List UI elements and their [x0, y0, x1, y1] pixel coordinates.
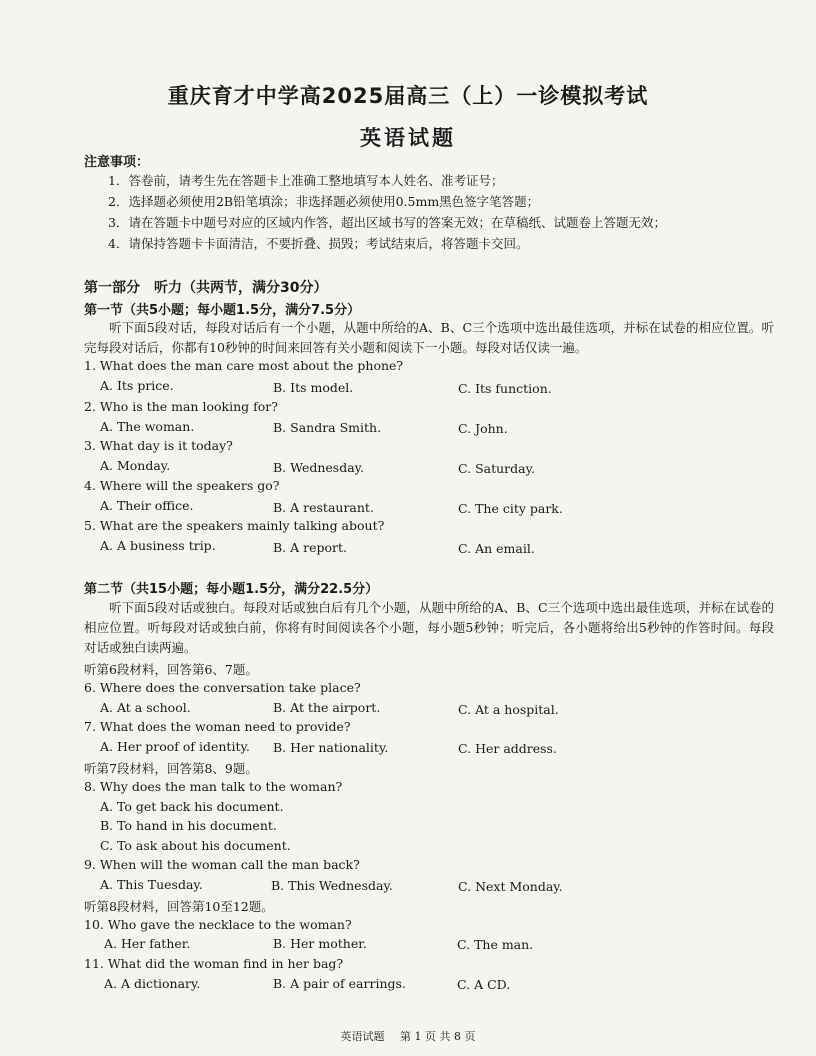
option-b: B. Wednesday. [273, 460, 365, 475]
question-stem: 5. What are the speakers mainly talking about? [84, 518, 385, 533]
question-stem: 6. Where does the conversation take place? [84, 680, 361, 695]
option-a: A. This Tuesday. [100, 877, 203, 892]
footer-subject: 英语试题 [340, 1030, 385, 1043]
option-c: C. An email. [458, 541, 535, 556]
option-c: C. John. [458, 421, 508, 436]
question-stem: 11. What did the woman find in her bag? [84, 956, 344, 971]
option-a: A. To get back his document. [100, 799, 284, 814]
exam-title: 重庆育才中学高2025届高三（上）一诊模拟考试 [167, 84, 649, 108]
option-b: B. Its model. [273, 380, 354, 395]
note-item: 4．请保持答题卡卡面清洁，不要折叠、损毁；考试结束后，将答题卡交回。 [108, 236, 529, 251]
option-c: C. The man. [457, 937, 534, 952]
option-b: B. A report. [273, 540, 348, 555]
notes-heading: 注意事项： [84, 155, 150, 170]
question-stem: 9. When will the woman call the man back? [84, 857, 360, 872]
option-c: C. Its function. [458, 381, 552, 396]
option-c: C. At a hospital. [458, 702, 559, 717]
option-a: A. Her father. [104, 936, 191, 951]
option-a: A. At a school. [100, 700, 191, 715]
note-item: 1．答卷前，请考生先在答题卡上准确工整地填写本人姓名、准考证号； [108, 173, 504, 188]
material-7-label: 听第7段材料，回答第8、9题。 [84, 761, 258, 776]
option-a: A. Her proof of identity. [100, 739, 250, 754]
section1-instructions: 听下面5段对话，每段对话后有一个小题，从题中所给的A、B、C三个选项中选出最佳选项，并标在试卷的相应位置。听完每段对话后，你都有10秒钟的时间来回答有关小题和阅读下一小题。每段对话仅读一遍。 [84, 320, 774, 355]
option-c: C. A CD. [457, 977, 511, 992]
option-b: B. Sandra Smith. [273, 420, 382, 435]
option-c: C. Next Monday. [458, 879, 563, 894]
option-a: A. Its price. [100, 378, 174, 393]
part1-heading: 第一部分 听力（共两节，满分30分） [84, 280, 328, 296]
option-a: A. Monday. [100, 458, 171, 473]
question-stem: 3. What day is it today? [84, 438, 233, 453]
option-b: B. Her nationality. [273, 740, 389, 755]
note-item: 3．请在答题卡中题号对应的区域内作答，超出区域书写的答案无效；在草稿纸、试题卷上答题无效； [108, 215, 666, 230]
exam-subtitle: 英语试题 [360, 126, 456, 150]
option-b: B. To hand in his document. [100, 818, 277, 833]
option-b: B. Her mother. [273, 936, 367, 951]
section2-instructions: 听下面5段对话或独白。每段对话或独白后有几个小题，从题中所给的A、B、C三个选项中选出最佳选项，并标在试卷的相应位置。听每段对话或独白前，你将有时间阅读各个小题，每小题5秒钟；听完后，各小题将给出5秒钟的作答时间。每段对话或独白读两遍。 [84, 600, 774, 655]
page-footer [0, 1028, 816, 1044]
note-item: 2．选择题必须使用2B铅笔填涂；非选择题必须使用0.5mm黑色签字笔答题； [108, 194, 540, 209]
option-c: C. Saturday. [458, 461, 535, 476]
notes-list [108, 170, 768, 254]
footer-page-number: 第 1 页 共 8 页 [400, 1030, 476, 1043]
option-c: C. The city park. [458, 501, 563, 516]
question-stem: 10. Who gave the necklace to the woman? [84, 917, 352, 932]
option-b: B. This Wednesday. [271, 878, 393, 893]
option-a: A. The woman. [100, 419, 195, 434]
question-stem: 7. What does the woman need to provide? [84, 719, 351, 734]
option-a: A. A dictionary. [104, 976, 201, 991]
material-8-label: 听第8段材料，回答第10至12题。 [84, 899, 274, 914]
option-a: A. Their office. [100, 498, 194, 513]
option-a: A. A business trip. [100, 538, 216, 553]
section2-heading: 第二节（共15小题；每小题1.5分，满分22.5分） [84, 582, 379, 597]
option-c: C. To ask about his document. [100, 838, 291, 853]
material-6-label: 听第6段材料，回答第6、7题。 [84, 662, 258, 677]
question-stem: 4. Where will the speakers go? [84, 478, 280, 493]
option-b: B. A pair of earrings. [273, 976, 406, 991]
option-c: C. Her address. [458, 741, 557, 756]
question-stem: 2. Who is the man looking for? [84, 399, 278, 414]
option-b: B. A restaurant. [273, 500, 374, 515]
option-b: B. At the airport. [273, 700, 381, 715]
question-stem: 1. What does the man care most about the phone? [84, 358, 404, 373]
section1-heading: 第一节（共5小题；每小题1.5分，满分7.5分） [84, 303, 361, 318]
question-stem: 8. Why does the man talk to the woman? [84, 779, 343, 794]
